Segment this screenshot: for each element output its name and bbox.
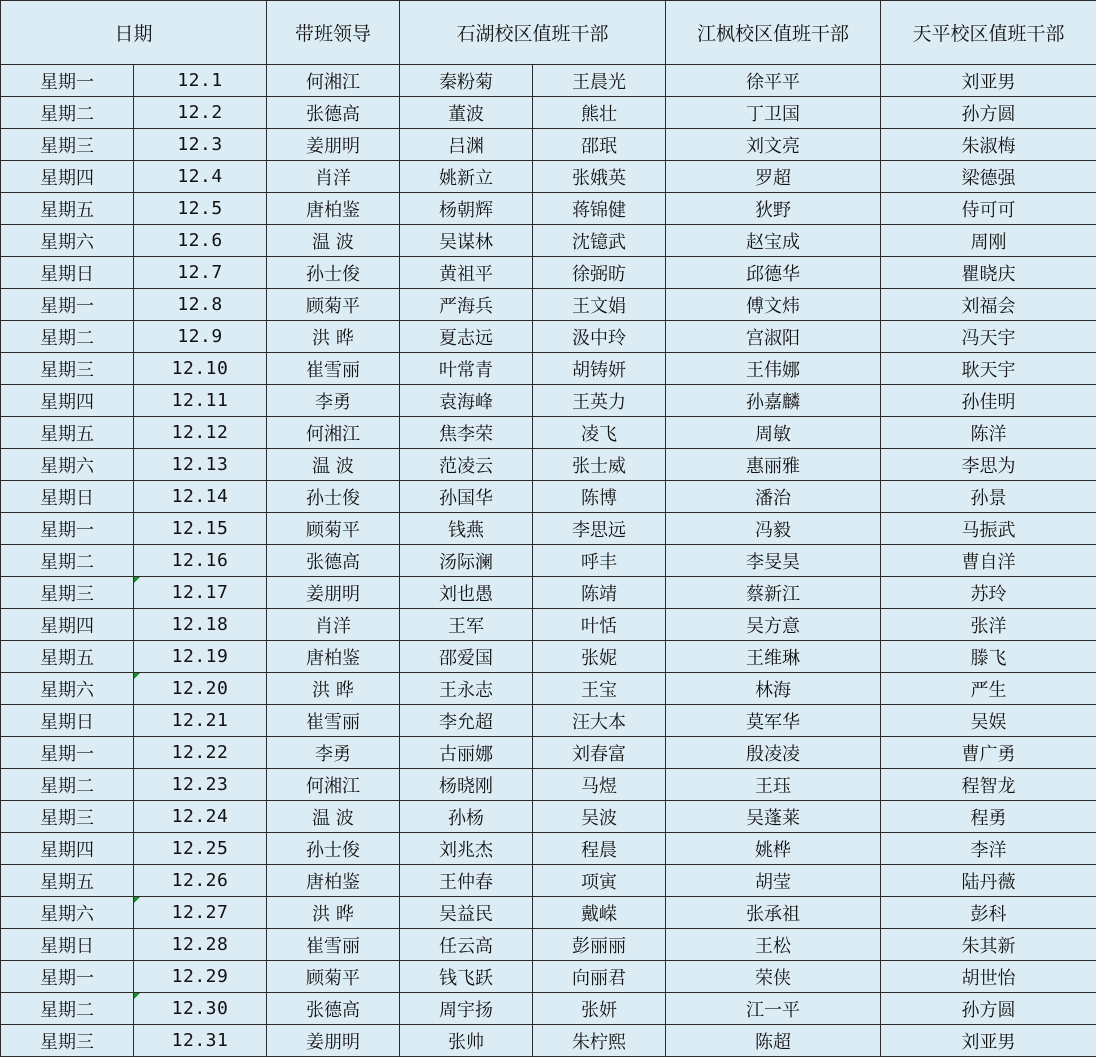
shihu-officer-b-cell: 张妍 xyxy=(533,993,666,1025)
date-cell: 12.17 xyxy=(134,577,267,609)
table-row xyxy=(1,769,1096,801)
tianping-officer-cell: 吴娱 xyxy=(881,705,1096,737)
date-cell: 12.31 xyxy=(134,1025,267,1057)
tianping-officer-cell: 孙佳明 xyxy=(881,385,1096,417)
weekday-cell: 星期一 xyxy=(1,65,134,97)
jiangfeng-officer-cell: 王松 xyxy=(666,929,881,961)
shihu-officer-a-cell: 王军 xyxy=(400,609,533,641)
tianping-officer-cell: 曹自洋 xyxy=(881,545,1096,577)
shihu-officer-a-cell: 王永志 xyxy=(400,673,533,705)
jiangfeng-officer-cell: 孙嘉麟 xyxy=(666,385,881,417)
shihu-officer-b-cell: 彭丽丽 xyxy=(533,929,666,961)
table-row xyxy=(1,129,1096,161)
jiangfeng-officer-cell: 吴方意 xyxy=(666,609,881,641)
shihu-officer-a-cell: 李允超 xyxy=(400,705,533,737)
table-row xyxy=(1,161,1096,193)
leader-cell: 唐柏鉴 xyxy=(267,193,400,225)
tianping-officer-cell: 陆丹薇 xyxy=(881,865,1096,897)
tianping-officer-cell: 胡世怡 xyxy=(881,961,1096,993)
shihu-officer-a-cell: 刘也愚 xyxy=(400,577,533,609)
leader-cell: 洪 晔 xyxy=(267,321,400,353)
shihu-officer-b-cell: 朱柠熙 xyxy=(533,1025,666,1057)
date-cell: 12.9 xyxy=(134,321,267,353)
table-row xyxy=(1,737,1096,769)
shihu-officer-b-cell: 胡铸妍 xyxy=(533,353,666,385)
date-cell: 12.18 xyxy=(134,609,267,641)
jiangfeng-officer-cell: 刘文亮 xyxy=(666,129,881,161)
shihu-officer-b-cell: 马煜 xyxy=(533,769,666,801)
shihu-officer-a-cell: 吴益民 xyxy=(400,897,533,929)
weekday-cell: 星期六 xyxy=(1,225,134,257)
shihu-officer-b-cell: 蒋锦健 xyxy=(533,193,666,225)
weekday-cell: 星期三 xyxy=(1,129,134,161)
table-row xyxy=(1,545,1096,577)
jiangfeng-officer-cell: 胡莹 xyxy=(666,865,881,897)
table-row xyxy=(1,97,1096,129)
leader-cell: 肖洋 xyxy=(267,609,400,641)
shihu-officer-b-cell: 汲中玲 xyxy=(533,321,666,353)
leader-cell: 唐柏鉴 xyxy=(267,641,400,673)
header-jiangfeng-campus: 江枫校区值班干部 xyxy=(666,1,881,65)
date-cell: 12.10 xyxy=(134,353,267,385)
tianping-officer-cell: 刘福会 xyxy=(881,289,1096,321)
tianping-officer-cell: 苏玲 xyxy=(881,577,1096,609)
date-cell: 12.30 xyxy=(134,993,267,1025)
jiangfeng-officer-cell: 徐平平 xyxy=(666,65,881,97)
table-row xyxy=(1,897,1096,929)
table-row xyxy=(1,257,1096,289)
table-row xyxy=(1,929,1096,961)
tianping-officer-cell: 滕飞 xyxy=(881,641,1096,673)
table-row xyxy=(1,193,1096,225)
shihu-officer-b-cell: 王宝 xyxy=(533,673,666,705)
jiangfeng-officer-cell: 莫军华 xyxy=(666,705,881,737)
shihu-officer-b-cell: 陈博 xyxy=(533,481,666,513)
leader-cell: 孙士俊 xyxy=(267,481,400,513)
leader-cell: 洪 晔 xyxy=(267,897,400,929)
jiangfeng-officer-cell: 王维琳 xyxy=(666,641,881,673)
jiangfeng-officer-cell: 江一平 xyxy=(666,993,881,1025)
leader-cell: 张德高 xyxy=(267,97,400,129)
date-cell: 12.23 xyxy=(134,769,267,801)
weekday-cell: 星期一 xyxy=(1,289,134,321)
table-row xyxy=(1,513,1096,545)
tianping-officer-cell: 瞿晓庆 xyxy=(881,257,1096,289)
jiangfeng-officer-cell: 罗超 xyxy=(666,161,881,193)
shihu-officer-a-cell: 张帅 xyxy=(400,1025,533,1057)
shihu-officer-b-cell: 陈靖 xyxy=(533,577,666,609)
shihu-officer-b-cell: 张娥英 xyxy=(533,161,666,193)
weekday-cell: 星期日 xyxy=(1,705,134,737)
jiangfeng-officer-cell: 赵宝成 xyxy=(666,225,881,257)
date-cell: 12.4 xyxy=(134,161,267,193)
tianping-officer-cell: 陈洋 xyxy=(881,417,1096,449)
leader-cell: 张德高 xyxy=(267,993,400,1025)
jiangfeng-officer-cell: 冯毅 xyxy=(666,513,881,545)
table-row xyxy=(1,385,1096,417)
table-row xyxy=(1,1025,1096,1057)
date-cell: 12.3 xyxy=(134,129,267,161)
weekday-cell: 星期二 xyxy=(1,545,134,577)
table-row xyxy=(1,801,1096,833)
jiangfeng-officer-cell: 王珏 xyxy=(666,769,881,801)
tianping-officer-cell: 冯天宇 xyxy=(881,321,1096,353)
shihu-officer-b-cell: 熊壮 xyxy=(533,97,666,129)
leader-cell: 何湘江 xyxy=(267,417,400,449)
weekday-cell: 星期二 xyxy=(1,321,134,353)
shihu-officer-a-cell: 古丽娜 xyxy=(400,737,533,769)
jiangfeng-officer-cell: 周敏 xyxy=(666,417,881,449)
header-shihu-campus: 石湖校区值班干部 xyxy=(400,1,666,65)
tianping-officer-cell: 朱其新 xyxy=(881,929,1096,961)
table-row xyxy=(1,449,1096,481)
jiangfeng-officer-cell: 王伟娜 xyxy=(666,353,881,385)
date-cell: 12.21 xyxy=(134,705,267,737)
shihu-officer-b-cell: 张妮 xyxy=(533,641,666,673)
tianping-officer-cell: 孙方圆 xyxy=(881,993,1096,1025)
shihu-officer-a-cell: 孙杨 xyxy=(400,801,533,833)
shihu-officer-a-cell: 叶常青 xyxy=(400,353,533,385)
jiangfeng-officer-cell: 姚桦 xyxy=(666,833,881,865)
leader-cell: 李勇 xyxy=(267,385,400,417)
shihu-officer-a-cell: 吴谋林 xyxy=(400,225,533,257)
jiangfeng-officer-cell: 潘治 xyxy=(666,481,881,513)
table-row xyxy=(1,481,1096,513)
jiangfeng-officer-cell: 丁卫国 xyxy=(666,97,881,129)
leader-cell: 崔雪丽 xyxy=(267,353,400,385)
weekday-cell: 星期三 xyxy=(1,1025,134,1057)
weekday-cell: 星期二 xyxy=(1,97,134,129)
weekday-cell: 星期三 xyxy=(1,577,134,609)
weekday-cell: 星期一 xyxy=(1,961,134,993)
shihu-officer-a-cell: 严海兵 xyxy=(400,289,533,321)
shihu-officer-b-cell: 向丽君 xyxy=(533,961,666,993)
weekday-cell: 星期日 xyxy=(1,481,134,513)
date-cell: 12.19 xyxy=(134,641,267,673)
jiangfeng-officer-cell: 狄野 xyxy=(666,193,881,225)
table-row xyxy=(1,641,1096,673)
leader-cell: 姜朋明 xyxy=(267,129,400,161)
shihu-officer-b-cell: 王文娟 xyxy=(533,289,666,321)
leader-cell: 温 波 xyxy=(267,449,400,481)
date-cell: 12.24 xyxy=(134,801,267,833)
header-leader: 带班领导 xyxy=(267,1,400,65)
jiangfeng-officer-cell: 李旻昊 xyxy=(666,545,881,577)
leader-cell: 温 波 xyxy=(267,225,400,257)
tianping-officer-cell: 刘亚男 xyxy=(881,1025,1096,1057)
tianping-officer-cell: 严生 xyxy=(881,673,1096,705)
tianping-officer-cell: 耿天宇 xyxy=(881,353,1096,385)
date-cell: 12.12 xyxy=(134,417,267,449)
date-cell: 12.26 xyxy=(134,865,267,897)
shihu-officer-b-cell: 邵珉 xyxy=(533,129,666,161)
shihu-officer-a-cell: 董波 xyxy=(400,97,533,129)
leader-cell: 顾菊平 xyxy=(267,961,400,993)
date-cell: 12.16 xyxy=(134,545,267,577)
table-row xyxy=(1,993,1096,1025)
shihu-officer-b-cell: 戴嵘 xyxy=(533,897,666,929)
table-row xyxy=(1,609,1096,641)
table-row xyxy=(1,961,1096,993)
shihu-officer-a-cell: 杨朝辉 xyxy=(400,193,533,225)
leader-cell: 崔雪丽 xyxy=(267,929,400,961)
shihu-officer-a-cell: 夏志远 xyxy=(400,321,533,353)
date-cell: 12.8 xyxy=(134,289,267,321)
shihu-officer-b-cell: 项寅 xyxy=(533,865,666,897)
tianping-officer-cell: 马振武 xyxy=(881,513,1096,545)
shihu-officer-a-cell: 吕渊 xyxy=(400,129,533,161)
weekday-cell: 星期日 xyxy=(1,929,134,961)
weekday-cell: 星期五 xyxy=(1,865,134,897)
tianping-officer-cell: 李思为 xyxy=(881,449,1096,481)
leader-cell: 孙士俊 xyxy=(267,833,400,865)
table-row xyxy=(1,865,1096,897)
shihu-officer-b-cell: 呼丰 xyxy=(533,545,666,577)
jiangfeng-officer-cell: 傅文炜 xyxy=(666,289,881,321)
jiangfeng-officer-cell: 惠丽雅 xyxy=(666,449,881,481)
shihu-officer-b-cell: 吴波 xyxy=(533,801,666,833)
shihu-officer-a-cell: 刘兆杰 xyxy=(400,833,533,865)
shihu-officer-b-cell: 王英力 xyxy=(533,385,666,417)
jiangfeng-officer-cell: 殷凌凌 xyxy=(666,737,881,769)
date-cell: 12.22 xyxy=(134,737,267,769)
jiangfeng-officer-cell: 宫淑阳 xyxy=(666,321,881,353)
weekday-cell: 星期二 xyxy=(1,993,134,1025)
shihu-officer-b-cell: 叶恬 xyxy=(533,609,666,641)
jiangfeng-officer-cell: 陈超 xyxy=(666,1025,881,1057)
leader-cell: 洪 晔 xyxy=(267,673,400,705)
shihu-officer-a-cell: 范凌云 xyxy=(400,449,533,481)
leader-cell: 何湘江 xyxy=(267,65,400,97)
shihu-officer-a-cell: 钱飞跃 xyxy=(400,961,533,993)
leader-cell: 李勇 xyxy=(267,737,400,769)
shihu-officer-a-cell: 杨晓刚 xyxy=(400,769,533,801)
shihu-officer-a-cell: 周宇扬 xyxy=(400,993,533,1025)
shihu-officer-b-cell: 凌飞 xyxy=(533,417,666,449)
shihu-officer-b-cell: 刘春富 xyxy=(533,737,666,769)
date-cell: 12.6 xyxy=(134,225,267,257)
table-row xyxy=(1,833,1096,865)
leader-cell: 唐柏鉴 xyxy=(267,865,400,897)
date-cell: 12.2 xyxy=(134,97,267,129)
jiangfeng-officer-cell: 吴蓬莱 xyxy=(666,801,881,833)
weekday-cell: 星期四 xyxy=(1,833,134,865)
weekday-cell: 星期四 xyxy=(1,161,134,193)
tianping-officer-cell: 孙方圆 xyxy=(881,97,1096,129)
leader-cell: 顾菊平 xyxy=(267,289,400,321)
leader-cell: 顾菊平 xyxy=(267,513,400,545)
weekday-cell: 星期三 xyxy=(1,801,134,833)
weekday-cell: 星期四 xyxy=(1,609,134,641)
tianping-officer-cell: 张洋 xyxy=(881,609,1096,641)
weekday-cell: 星期六 xyxy=(1,897,134,929)
date-cell: 12.29 xyxy=(134,961,267,993)
header-date: 日期 xyxy=(1,1,267,65)
leader-cell: 温 波 xyxy=(267,801,400,833)
table-row xyxy=(1,417,1096,449)
weekday-cell: 星期五 xyxy=(1,193,134,225)
header-row xyxy=(1,1,1096,65)
weekday-cell: 星期一 xyxy=(1,513,134,545)
leader-cell: 姜朋明 xyxy=(267,1025,400,1057)
weekday-cell: 星期一 xyxy=(1,737,134,769)
date-cell: 12.1 xyxy=(134,65,267,97)
shihu-officer-a-cell: 秦粉菊 xyxy=(400,65,533,97)
shihu-officer-a-cell: 汤际澜 xyxy=(400,545,533,577)
weekday-cell: 星期四 xyxy=(1,385,134,417)
jiangfeng-officer-cell: 邱德华 xyxy=(666,257,881,289)
weekday-cell: 星期六 xyxy=(1,673,134,705)
table-row xyxy=(1,705,1096,737)
tianping-officer-cell: 曹广勇 xyxy=(881,737,1096,769)
table-row xyxy=(1,353,1096,385)
shihu-officer-b-cell: 徐弼昉 xyxy=(533,257,666,289)
shihu-officer-b-cell: 王晨光 xyxy=(533,65,666,97)
shihu-officer-a-cell: 王仲春 xyxy=(400,865,533,897)
weekday-cell: 星期六 xyxy=(1,449,134,481)
tianping-officer-cell: 李洋 xyxy=(881,833,1096,865)
date-cell: 12.15 xyxy=(134,513,267,545)
tianping-officer-cell: 孙景 xyxy=(881,481,1096,513)
shihu-officer-a-cell: 黄祖平 xyxy=(400,257,533,289)
weekday-cell: 星期五 xyxy=(1,641,134,673)
leader-cell: 张德高 xyxy=(267,545,400,577)
date-cell: 12.14 xyxy=(134,481,267,513)
table-row xyxy=(1,65,1096,97)
tianping-officer-cell: 朱淑梅 xyxy=(881,129,1096,161)
shihu-officer-a-cell: 袁海峰 xyxy=(400,385,533,417)
date-cell: 12.13 xyxy=(134,449,267,481)
tianping-officer-cell: 侍可可 xyxy=(881,193,1096,225)
jiangfeng-officer-cell: 张承祖 xyxy=(666,897,881,929)
shihu-officer-a-cell: 钱燕 xyxy=(400,513,533,545)
leader-cell: 何湘江 xyxy=(267,769,400,801)
table-row xyxy=(1,673,1096,705)
shihu-officer-b-cell: 张士威 xyxy=(533,449,666,481)
tianping-officer-cell: 梁德强 xyxy=(881,161,1096,193)
table-row xyxy=(1,289,1096,321)
table-row xyxy=(1,225,1096,257)
jiangfeng-officer-cell: 荣侠 xyxy=(666,961,881,993)
date-cell: 12.27 xyxy=(134,897,267,929)
weekday-cell: 星期二 xyxy=(1,769,134,801)
weekday-cell: 星期三 xyxy=(1,353,134,385)
weekday-cell: 星期日 xyxy=(1,257,134,289)
jiangfeng-officer-cell: 蔡新江 xyxy=(666,577,881,609)
tianping-officer-cell: 彭科 xyxy=(881,897,1096,929)
shihu-officer-a-cell: 任云高 xyxy=(400,929,533,961)
leader-cell: 孙士俊 xyxy=(267,257,400,289)
shihu-officer-a-cell: 姚新立 xyxy=(400,161,533,193)
date-cell: 12.5 xyxy=(134,193,267,225)
date-cell: 12.28 xyxy=(134,929,267,961)
shihu-officer-a-cell: 焦李荣 xyxy=(400,417,533,449)
tianping-officer-cell: 程勇 xyxy=(881,801,1096,833)
shihu-officer-b-cell: 李思远 xyxy=(533,513,666,545)
leader-cell: 姜朋明 xyxy=(267,577,400,609)
date-cell: 12.25 xyxy=(134,833,267,865)
date-cell: 12.11 xyxy=(134,385,267,417)
table-row xyxy=(1,577,1096,609)
leader-cell: 肖洋 xyxy=(267,161,400,193)
weekday-cell: 星期五 xyxy=(1,417,134,449)
shihu-officer-a-cell: 邵爱国 xyxy=(400,641,533,673)
shihu-officer-b-cell: 沈镱武 xyxy=(533,225,666,257)
tianping-officer-cell: 刘亚男 xyxy=(881,65,1096,97)
date-cell: 12.7 xyxy=(134,257,267,289)
shihu-officer-a-cell: 孙国华 xyxy=(400,481,533,513)
shihu-officer-b-cell: 汪大本 xyxy=(533,705,666,737)
header-tianping-campus: 天平校区值班干部 xyxy=(881,1,1096,65)
jiangfeng-officer-cell: 林海 xyxy=(666,673,881,705)
date-cell: 12.20 xyxy=(134,673,267,705)
tianping-officer-cell: 周刚 xyxy=(881,225,1096,257)
shihu-officer-b-cell: 程晨 xyxy=(533,833,666,865)
table-row xyxy=(1,321,1096,353)
tianping-officer-cell: 程智龙 xyxy=(881,769,1096,801)
leader-cell: 崔雪丽 xyxy=(267,705,400,737)
